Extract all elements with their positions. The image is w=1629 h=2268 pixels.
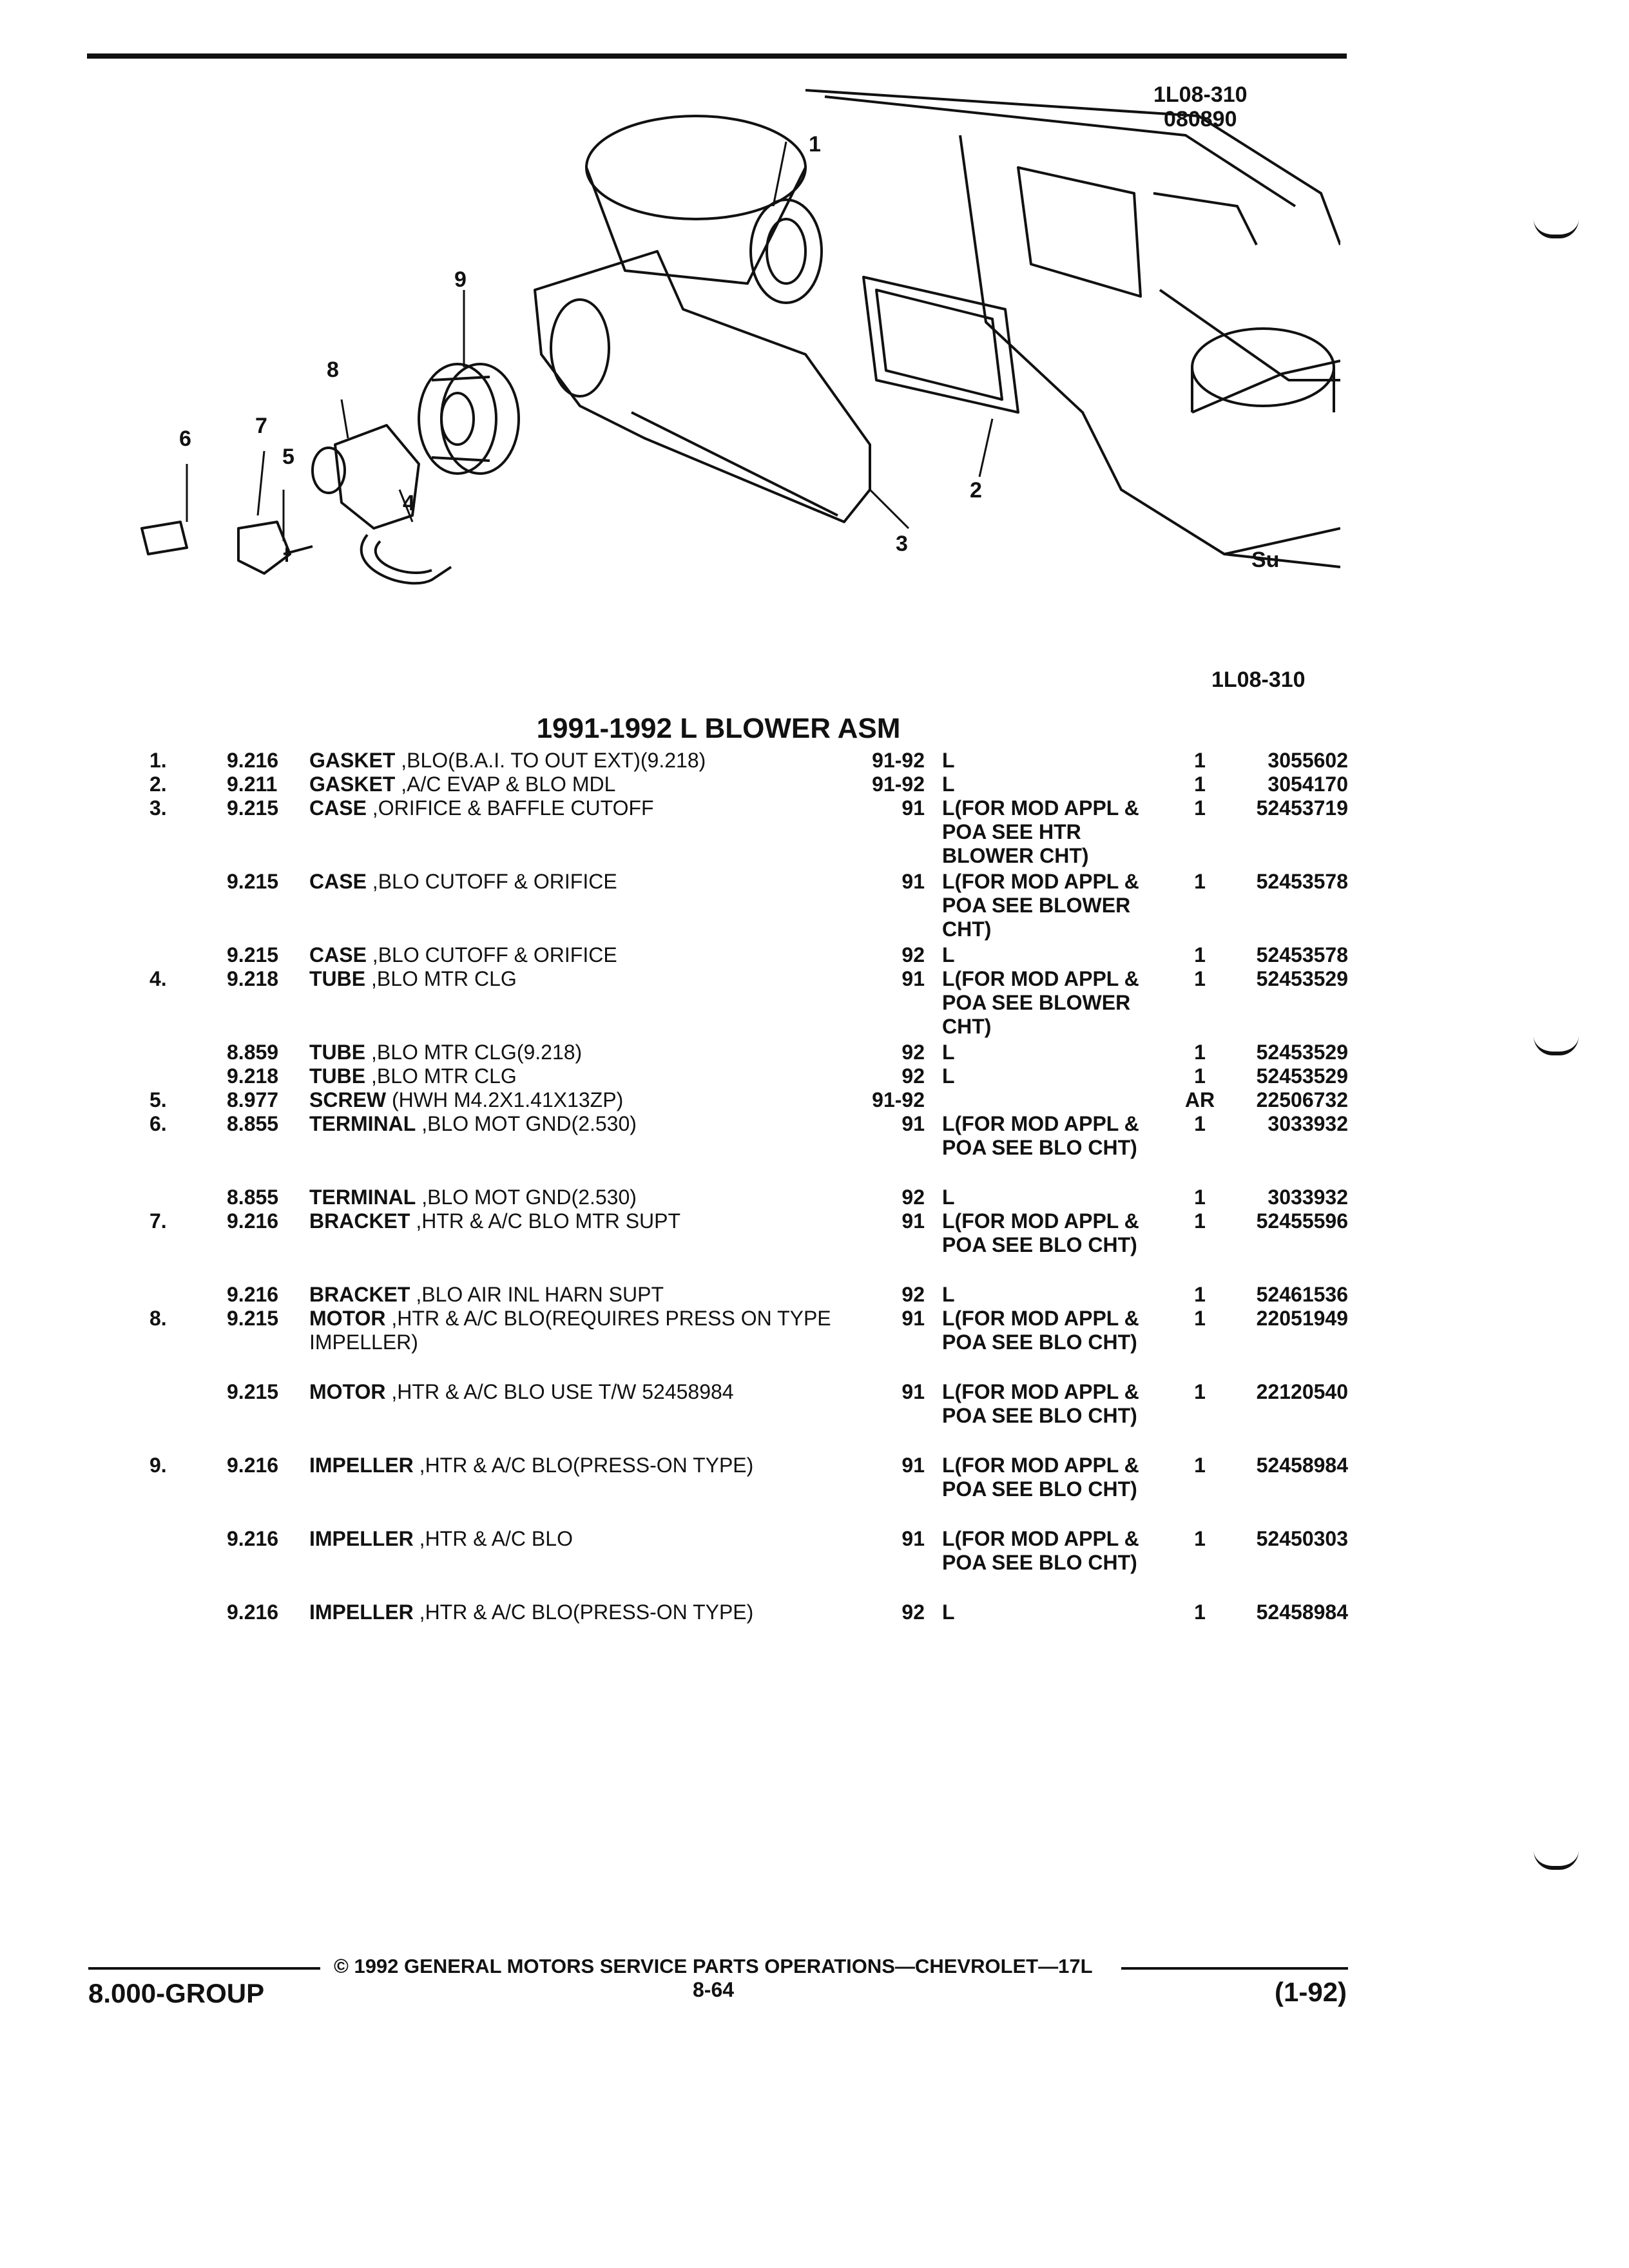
quantity: AR bbox=[1184, 1088, 1215, 1111]
part-number: 52453719 bbox=[1256, 796, 1348, 820]
group-code: 9.215 bbox=[227, 1307, 279, 1330]
part-name: TUBE bbox=[309, 1041, 366, 1064]
group-code: 9.216 bbox=[227, 1600, 279, 1624]
model-application: L bbox=[942, 1600, 955, 1624]
model-years: 91 bbox=[901, 1307, 925, 1330]
part-detail: ,BLO MTR CLG bbox=[371, 1064, 517, 1088]
part-number: 52458984 bbox=[1256, 1600, 1348, 1624]
group-code: 9.211 bbox=[227, 773, 278, 796]
group-number: 8.000-GROUP bbox=[88, 1978, 265, 2008]
model-application: L bbox=[942, 943, 955, 966]
part-number: 22506732 bbox=[1256, 1088, 1348, 1111]
brand-mark: Su bbox=[1251, 548, 1280, 572]
part-number: 22120540 bbox=[1256, 1380, 1348, 1403]
quantity: 1 bbox=[1194, 1380, 1206, 1403]
group-code: 9.218 bbox=[227, 967, 279, 990]
part-name: TERMINAL bbox=[309, 1186, 416, 1209]
part-number: 3055602 bbox=[1268, 749, 1348, 772]
model-years: 91 bbox=[901, 967, 925, 990]
parts-row bbox=[0, 1454, 1418, 1527]
part-number: 3033932 bbox=[1268, 1112, 1348, 1135]
terminal-6-outline bbox=[142, 522, 187, 554]
part-number: 52461536 bbox=[1256, 1283, 1348, 1306]
part-description bbox=[309, 1600, 844, 1624]
parts-row bbox=[0, 1380, 1418, 1454]
group-code: 9.218 bbox=[227, 1064, 279, 1088]
part-detail: ,BLO AIR INL HARN SUPT bbox=[416, 1283, 664, 1306]
group-code: 9.216 bbox=[227, 1209, 279, 1233]
part-detail: ,BLO MTR CLG(9.218) bbox=[371, 1041, 583, 1064]
model-application: L(FOR MOD APPL & POA SEE BLO CHT) bbox=[942, 1307, 1139, 1354]
callout-9: 9 bbox=[454, 267, 467, 292]
part-name: CASE bbox=[309, 796, 367, 820]
model-years: 91 bbox=[901, 1527, 925, 1550]
callout-2: 2 bbox=[970, 478, 982, 503]
part-name: CASE bbox=[309, 943, 367, 966]
model-years: 91 bbox=[901, 870, 925, 893]
part-number: 52453578 bbox=[1256, 870, 1348, 893]
callout-7: 7 bbox=[255, 414, 267, 438]
group-code: 9.216 bbox=[227, 1527, 279, 1550]
item-number: 4. bbox=[149, 967, 167, 990]
tube-4-outline bbox=[361, 535, 451, 583]
figure-id: 1L08-310 bbox=[1211, 668, 1306, 692]
parts-row bbox=[0, 1209, 1418, 1283]
parts-row bbox=[0, 773, 1418, 796]
model-years: 91-92 bbox=[872, 749, 925, 772]
part-number: 52450303 bbox=[1256, 1527, 1348, 1550]
group-code: 8.855 bbox=[227, 1186, 279, 1209]
part-description bbox=[309, 1186, 844, 1209]
model-application: L(FOR MOD APPL & POA SEE BLOWER CHT) bbox=[942, 967, 1139, 1038]
model-application: L bbox=[942, 749, 955, 772]
part-number: 52453529 bbox=[1256, 967, 1348, 990]
part-number: 3054170 bbox=[1268, 773, 1348, 796]
group-code: 8.977 bbox=[227, 1088, 279, 1111]
group-code: 8.859 bbox=[227, 1041, 279, 1064]
model-years: 92 bbox=[901, 1064, 925, 1088]
group-code: 8.855 bbox=[227, 1112, 279, 1135]
top-rule bbox=[87, 53, 1347, 59]
model-years: 92 bbox=[901, 1186, 925, 1209]
part-description bbox=[309, 749, 844, 773]
group-code: 9.215 bbox=[227, 943, 279, 966]
quantity: 1 bbox=[1194, 796, 1206, 820]
part-name: CASE bbox=[309, 870, 367, 893]
section-title: 1991-1992 L BLOWER ASM bbox=[536, 713, 901, 744]
part-description bbox=[309, 796, 844, 820]
screw-5-outline bbox=[284, 546, 313, 562]
part-number: 52458984 bbox=[1256, 1454, 1348, 1477]
punch-mark bbox=[1534, 1850, 1579, 1870]
parts-row bbox=[0, 1041, 1418, 1064]
model-years: 91 bbox=[901, 1112, 925, 1135]
group-code: 9.215 bbox=[227, 870, 279, 893]
model-years: 91-92 bbox=[872, 1088, 925, 1111]
quantity: 1 bbox=[1194, 1454, 1206, 1477]
parts-row bbox=[0, 1600, 1418, 1624]
quantity: 1 bbox=[1194, 1600, 1206, 1624]
group-code: 9.216 bbox=[227, 1454, 279, 1477]
part-detail: ,ORIFICE & BAFFLE CUTOFF bbox=[372, 796, 654, 820]
part-name: IMPELLER bbox=[309, 1600, 414, 1624]
exploded-view-diagram bbox=[129, 77, 1340, 631]
model-years: 92 bbox=[901, 1041, 925, 1064]
part-description bbox=[309, 1380, 844, 1404]
part-description bbox=[309, 1283, 844, 1307]
model-application: L(FOR MOD APPL & POA SEE BLO CHT) bbox=[942, 1209, 1139, 1256]
part-detail: ,HTR & A/C BLO USE T/W 52458984 bbox=[391, 1380, 734, 1403]
part-description bbox=[309, 943, 844, 967]
footer-rule-right bbox=[1121, 1967, 1348, 1970]
quantity: 1 bbox=[1194, 1209, 1206, 1233]
part-name: GASKET bbox=[309, 749, 396, 772]
part-detail: ,HTR & A/C BLO bbox=[419, 1527, 573, 1550]
part-name: TERMINAL bbox=[309, 1112, 416, 1135]
group-code: 9.215 bbox=[227, 1380, 279, 1403]
quantity: 1 bbox=[1194, 749, 1206, 772]
ref-date: 080890 bbox=[1164, 107, 1237, 131]
part-detail: ,HTR & A/C BLO MTR SUPT bbox=[416, 1209, 681, 1233]
part-detail: ,BLO(B.A.I. TO OUT EXT)(9.218) bbox=[401, 749, 706, 772]
callout-8: 8 bbox=[327, 358, 339, 382]
parts-row bbox=[0, 1283, 1418, 1307]
part-name: SCREW bbox=[309, 1088, 387, 1111]
part-description bbox=[309, 773, 844, 796]
model-application: L bbox=[942, 1041, 955, 1064]
part-number: 22051949 bbox=[1256, 1307, 1348, 1330]
part-description bbox=[309, 870, 844, 894]
case-3-outline bbox=[535, 251, 870, 522]
model-years: 91 bbox=[901, 1380, 925, 1403]
part-description bbox=[309, 1112, 844, 1136]
item-number: 6. bbox=[149, 1112, 167, 1135]
parts-row bbox=[0, 749, 1418, 773]
quantity: 1 bbox=[1194, 1283, 1206, 1306]
dash-panel-outline bbox=[805, 90, 1340, 245]
model-application: L bbox=[942, 1064, 955, 1088]
part-name: MOTOR bbox=[309, 1307, 386, 1330]
part-detail: ,BLO MOT GND(2.530) bbox=[421, 1112, 637, 1135]
quantity: 1 bbox=[1194, 1064, 1206, 1088]
model-application: L(FOR MOD APPL & POA SEE BLOWER CHT) bbox=[942, 870, 1139, 941]
model-application: L(FOR MOD APPL & POA SEE BLO CHT) bbox=[942, 1527, 1139, 1574]
parts-row bbox=[0, 796, 1418, 870]
part-detail: ,BLO MTR CLG bbox=[371, 967, 517, 990]
part-number: 52455596 bbox=[1256, 1209, 1348, 1233]
part-name: TUBE bbox=[309, 967, 366, 990]
part-detail: (HWH M4.2X1.41X13ZP) bbox=[392, 1088, 624, 1111]
parts-row bbox=[0, 1186, 1418, 1209]
parts-row bbox=[0, 967, 1418, 1041]
item-number: 1. bbox=[149, 749, 167, 772]
model-application: L bbox=[942, 1186, 955, 1209]
part-detail: ,HTR & A/C BLO(REQUIRES PRESS ON TYPE IMPELLER) bbox=[309, 1307, 831, 1354]
part-number: 3033932 bbox=[1268, 1186, 1348, 1209]
part-name: MOTOR bbox=[309, 1380, 386, 1403]
gasket-1-outline bbox=[751, 200, 822, 303]
part-description bbox=[309, 1064, 844, 1088]
quantity: 1 bbox=[1194, 1527, 1206, 1550]
model-years: 91 bbox=[901, 796, 925, 820]
part-description bbox=[309, 1454, 844, 1477]
model-years: 92 bbox=[901, 1600, 925, 1624]
part-detail: ,HTR & A/C BLO(PRESS-ON TYPE) bbox=[419, 1454, 754, 1477]
callout-6: 6 bbox=[179, 427, 191, 451]
model-years: 92 bbox=[901, 1283, 925, 1306]
part-description bbox=[309, 1307, 844, 1354]
part-number: 52453578 bbox=[1256, 943, 1348, 966]
parts-row bbox=[0, 1307, 1418, 1380]
page-number: 8-64 bbox=[693, 1978, 735, 2001]
quantity: 1 bbox=[1194, 943, 1206, 966]
part-name: BRACKET bbox=[309, 1209, 410, 1233]
model-years: 91 bbox=[901, 1209, 925, 1233]
item-number: 9. bbox=[149, 1454, 167, 1477]
punch-mark bbox=[1534, 219, 1579, 238]
model-application: L(FOR MOD APPL & POA SEE HTR BLOWER CHT) bbox=[942, 796, 1139, 867]
callout-3: 3 bbox=[896, 532, 908, 556]
model-years: 92 bbox=[901, 943, 925, 966]
parts-row bbox=[0, 1088, 1418, 1112]
group-code: 9.216 bbox=[227, 749, 279, 772]
bracket-7-outline bbox=[238, 522, 290, 573]
item-number: 7. bbox=[149, 1209, 167, 1233]
item-number: 8. bbox=[149, 1307, 167, 1330]
part-detail: ,A/C EVAP & BLO MDL bbox=[401, 773, 616, 796]
part-description bbox=[309, 1209, 844, 1233]
parts-row bbox=[0, 870, 1418, 943]
model-application: L(FOR MOD APPL & POA SEE BLO CHT) bbox=[942, 1454, 1139, 1501]
item-number: 5. bbox=[149, 1088, 167, 1111]
group-code: 9.215 bbox=[227, 796, 279, 820]
footer-rule-left bbox=[88, 1967, 320, 1970]
parts-row bbox=[0, 1112, 1418, 1186]
part-description bbox=[309, 967, 844, 991]
quantity: 1 bbox=[1194, 1186, 1206, 1209]
part-name: GASKET bbox=[309, 773, 396, 796]
part-name: IMPELLER bbox=[309, 1527, 414, 1550]
parts-row bbox=[0, 943, 1418, 967]
model-application: L bbox=[942, 773, 955, 796]
item-number: 3. bbox=[149, 796, 167, 820]
quantity: 1 bbox=[1194, 870, 1206, 893]
callout-5: 5 bbox=[282, 445, 294, 469]
punch-mark bbox=[1534, 1036, 1579, 1055]
part-name: IMPELLER bbox=[309, 1454, 414, 1477]
revision-date: (1-92) bbox=[1275, 1977, 1347, 2007]
part-detail: ,BLO CUTOFF & ORIFICE bbox=[372, 943, 617, 966]
item-number: 2. bbox=[149, 773, 167, 796]
model-years: 91-92 bbox=[872, 773, 925, 796]
quantity: 1 bbox=[1194, 967, 1206, 990]
part-detail: ,HTR & A/C BLO(PRESS-ON TYPE) bbox=[419, 1600, 754, 1624]
parts-row bbox=[0, 1064, 1418, 1088]
part-detail: ,BLO MOT GND(2.530) bbox=[421, 1186, 637, 1209]
parts-list bbox=[0, 749, 1418, 1624]
quantity: 1 bbox=[1194, 1307, 1206, 1330]
quantity: 1 bbox=[1194, 773, 1206, 796]
model-application: L(FOR MOD APPL & POA SEE BLO CHT) bbox=[942, 1112, 1139, 1159]
part-number: 52453529 bbox=[1256, 1064, 1348, 1088]
callout-4: 4 bbox=[403, 491, 415, 515]
part-name: TUBE bbox=[309, 1064, 366, 1088]
part-name: BRACKET bbox=[309, 1283, 410, 1306]
ref-code: 1L08-310 bbox=[1153, 82, 1248, 107]
part-detail: ,BLO CUTOFF & ORIFICE bbox=[372, 870, 617, 893]
group-code: 9.216 bbox=[227, 1283, 279, 1306]
model-application: L(FOR MOD APPL & POA SEE BLO CHT) bbox=[942, 1380, 1139, 1427]
copyright: © 1992 GENERAL MOTORS SERVICE PARTS OPERATIONS—CHEVROLET—17L bbox=[334, 1955, 1093, 1977]
part-description bbox=[309, 1041, 844, 1064]
model-application: L bbox=[942, 1283, 955, 1306]
impeller-9-outline bbox=[419, 364, 496, 474]
model-years: 91 bbox=[901, 1454, 925, 1477]
parts-row bbox=[0, 1527, 1418, 1600]
quantity: 1 bbox=[1194, 1041, 1206, 1064]
part-description bbox=[309, 1527, 844, 1551]
quantity: 1 bbox=[1194, 1112, 1206, 1135]
callout-1: 1 bbox=[809, 132, 821, 157]
part-description bbox=[309, 1088, 844, 1112]
part-number: 52453529 bbox=[1256, 1041, 1348, 1064]
